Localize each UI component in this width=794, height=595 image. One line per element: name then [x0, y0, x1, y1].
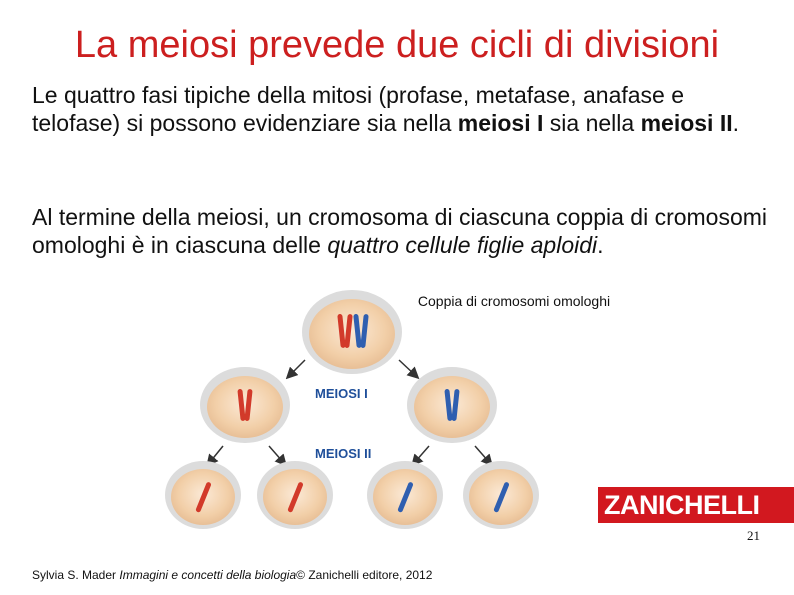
paragraph-meiosis-result	[32, 203, 772, 259]
daughter-cell-3	[367, 461, 443, 529]
arrow-rr	[475, 446, 489, 462]
arrow-ll	[210, 446, 223, 462]
credit-book: Immagini e concetti della biologia	[119, 568, 297, 582]
page-number: 21	[747, 528, 760, 543]
p1-text-b: sia nella	[543, 110, 641, 136]
p1-bold-meiosi-2: meiosi II	[640, 110, 733, 136]
source-credit	[32, 568, 432, 582]
meiosis-diagram	[165, 280, 575, 535]
label-meiosi-2: MEIOSI II	[315, 446, 372, 461]
daughter-cell-4	[463, 461, 539, 529]
slide-title: La meiosi prevede due cicli di divisioni	[74, 24, 720, 66]
arrow-right-1	[399, 360, 415, 375]
daughter-cell-2	[257, 461, 333, 529]
paragraph-mitosis-phases	[32, 81, 772, 137]
p1-text-c: .	[732, 110, 740, 136]
p1-bold-meiosi-1: meiosi I	[457, 110, 544, 136]
zanichelli-logo	[598, 487, 794, 523]
label-meiosi-1: MEIOSI I	[315, 386, 368, 401]
middle-cell-right	[407, 367, 497, 443]
logo-text: ZANICHELLI	[604, 490, 760, 520]
p2-text-b: .	[597, 232, 604, 258]
p1-text-a: Le quattro fasi tipiche della mitosi (profase, metafase, anafase e telofase) si possono evidenziare sia nella	[32, 82, 685, 136]
arrow-left-1	[290, 360, 305, 375]
arrow-rl	[415, 446, 429, 462]
arrow-lr	[269, 446, 283, 462]
p2-italic: quattro cellule figlie aploidi	[327, 232, 598, 258]
p2-text-a: Al termine della meiosi, un cromosoma di ciascuna coppia di cromosomi omologhi è in ciascuna delle	[32, 204, 768, 258]
middle-cell-left	[200, 367, 290, 443]
credit-publisher: © Zanichelli editore, 2012	[296, 568, 433, 582]
daughter-cell-1	[165, 461, 241, 529]
parent-cell	[302, 290, 402, 374]
credit-author: Sylvia S. Mader	[32, 568, 120, 582]
figure-caption: Coppia di cromosomi omologhi	[417, 293, 611, 309]
